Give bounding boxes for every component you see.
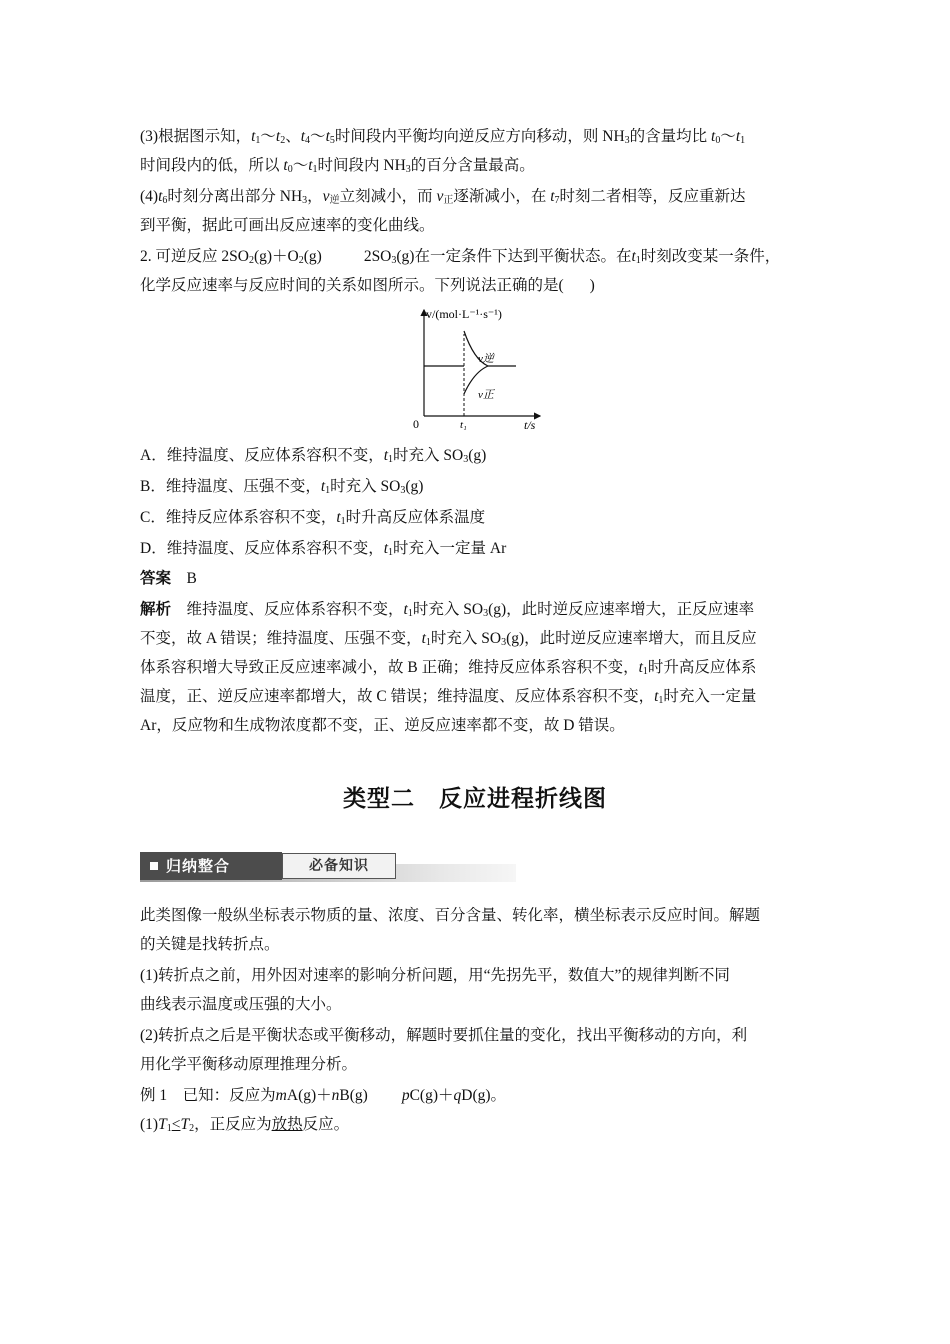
answer-underlined: 放热 [271,1116,303,1133]
rate-time-chart [400,304,560,436]
banner-dark-tab [140,852,282,880]
body-line-2: 的关键是找转折点。 [140,936,280,953]
banner-light-tab: 必备知识 [282,853,396,879]
para-3-line-1: (3)根据图示知，$t_1\sim t_2$、$t_4\sim t_5$时间段内平衡均向逆反应方向移动，则 $NH_3$的含量均比 $t_0\sim t_1$ [140,128,746,146]
analysis-line-5: Ar，反应物和生成物浓度都不变，正、逆反应速率都不变，故 D 错误。 [140,717,625,734]
option-b: B．维持温度、压强不变，$t_1$时充入 $SO_3(g)$ [140,478,424,496]
para-3-line-2: 时间段内的低，所以 $t_0\sim t_1$时间段内 $NH_3$的百分含量最高。 [140,157,535,175]
x-tick-t1: t₁ [460,419,467,431]
example-1: 例 1 已知：反应为mA(g)＋nB(g) pC(g)＋qD(g)。 [140,1087,507,1104]
section-title: 类型二 反应进程折线图 [343,786,607,812]
answer [140,569,830,589]
body-line-4: 曲线表示温度或压强的大小。 [140,996,342,1013]
para-4-line-2: 到平衡，据此可画出反应速率的变化曲线。 [140,217,435,234]
body-line-3: (1)转折点之前，用外因对速率的影响分析问题，用“先拐先平，数值大”的规律判断不同 [140,967,730,984]
option-a: A．维持温度、反应体系容积不变，$t_1$时充入 $SO_3(g)$ [140,447,487,465]
para-4-line-1: $(4)t_6$时刻分离出部分 $NH_3$，$v_逆$立刻减小，而 $v_正$逐渐减小，在 $t_7$时刻二者相等，反应重新达 [140,188,746,206]
example-q1: $(1)T_1<T_2$，正反应为放热反应。 [140,1116,350,1134]
analysis-line-4: 温度，正、逆反应速率都增大，故 C 错误；维持温度、反应体系容积不变，$t_1$时充入一定量 [140,688,757,706]
analysis-line-1: 解析 维持温度、反应体系容积不变，$t_1$时充入 $SO_3(g)$，此时逆反应速率增大，正反应速率 [140,601,755,619]
analysis-line-2: 不变，故 A 错误；维持温度、压强不变，$t_1$时充入 $SO_3(g)$，此时逆反应速率增大，而且反应 [140,630,757,648]
label-v-ni: v逆 [478,353,494,365]
body-line-6: 用化学平衡移动原理推理分析。 [140,1056,358,1073]
analysis-line-3: 体系容积增大导致正反应速率减小，故 B 正确；维持反应体系容积不变，$t_1$时升高反应体系 [140,659,757,677]
x-axis-label: t/s [524,418,536,432]
answer-label: 答案 [140,570,172,587]
label-v-zheng: v正 [478,389,494,401]
option-d: D．维持温度、反应体系容积不变，$t_1$时充入一定量 Ar [140,540,507,558]
banner-dark-label: 归纳整合 [166,857,231,875]
section-banner [140,852,520,884]
origin-label: 0 [413,417,419,431]
y-axis-label: v/(mol·L⁻¹·s⁻¹) [426,307,502,321]
question-2-line-2: 化学反应速率与反应时间的关系如图所示。下列说法正确的是( ) [140,277,595,294]
body-line-5: (2)转折点之后是平衡状态或平衡移动，解题时要抓住量的变化，找出平衡移动的方向，利 [140,1027,748,1044]
body-line-1: 此类图像一般纵坐标表示物质的量、浓度、百分含量、转化率，横坐标表示反应时间。解题 [140,907,761,924]
question-2-line-1: 2. 可逆反应 $2SO_2(g)+O_2(g)$ $2SO_3(g)$在一定条件下达到平衡状态。在$t_1$时刻改变某一条件， [140,248,781,266]
answer-value: B [186,570,197,587]
option-c: C．维持反应体系容积不变，$t_1$时升高反应体系温度 [140,509,486,527]
analysis-label: 解析 [140,601,172,618]
square-bullet-icon [150,862,158,870]
